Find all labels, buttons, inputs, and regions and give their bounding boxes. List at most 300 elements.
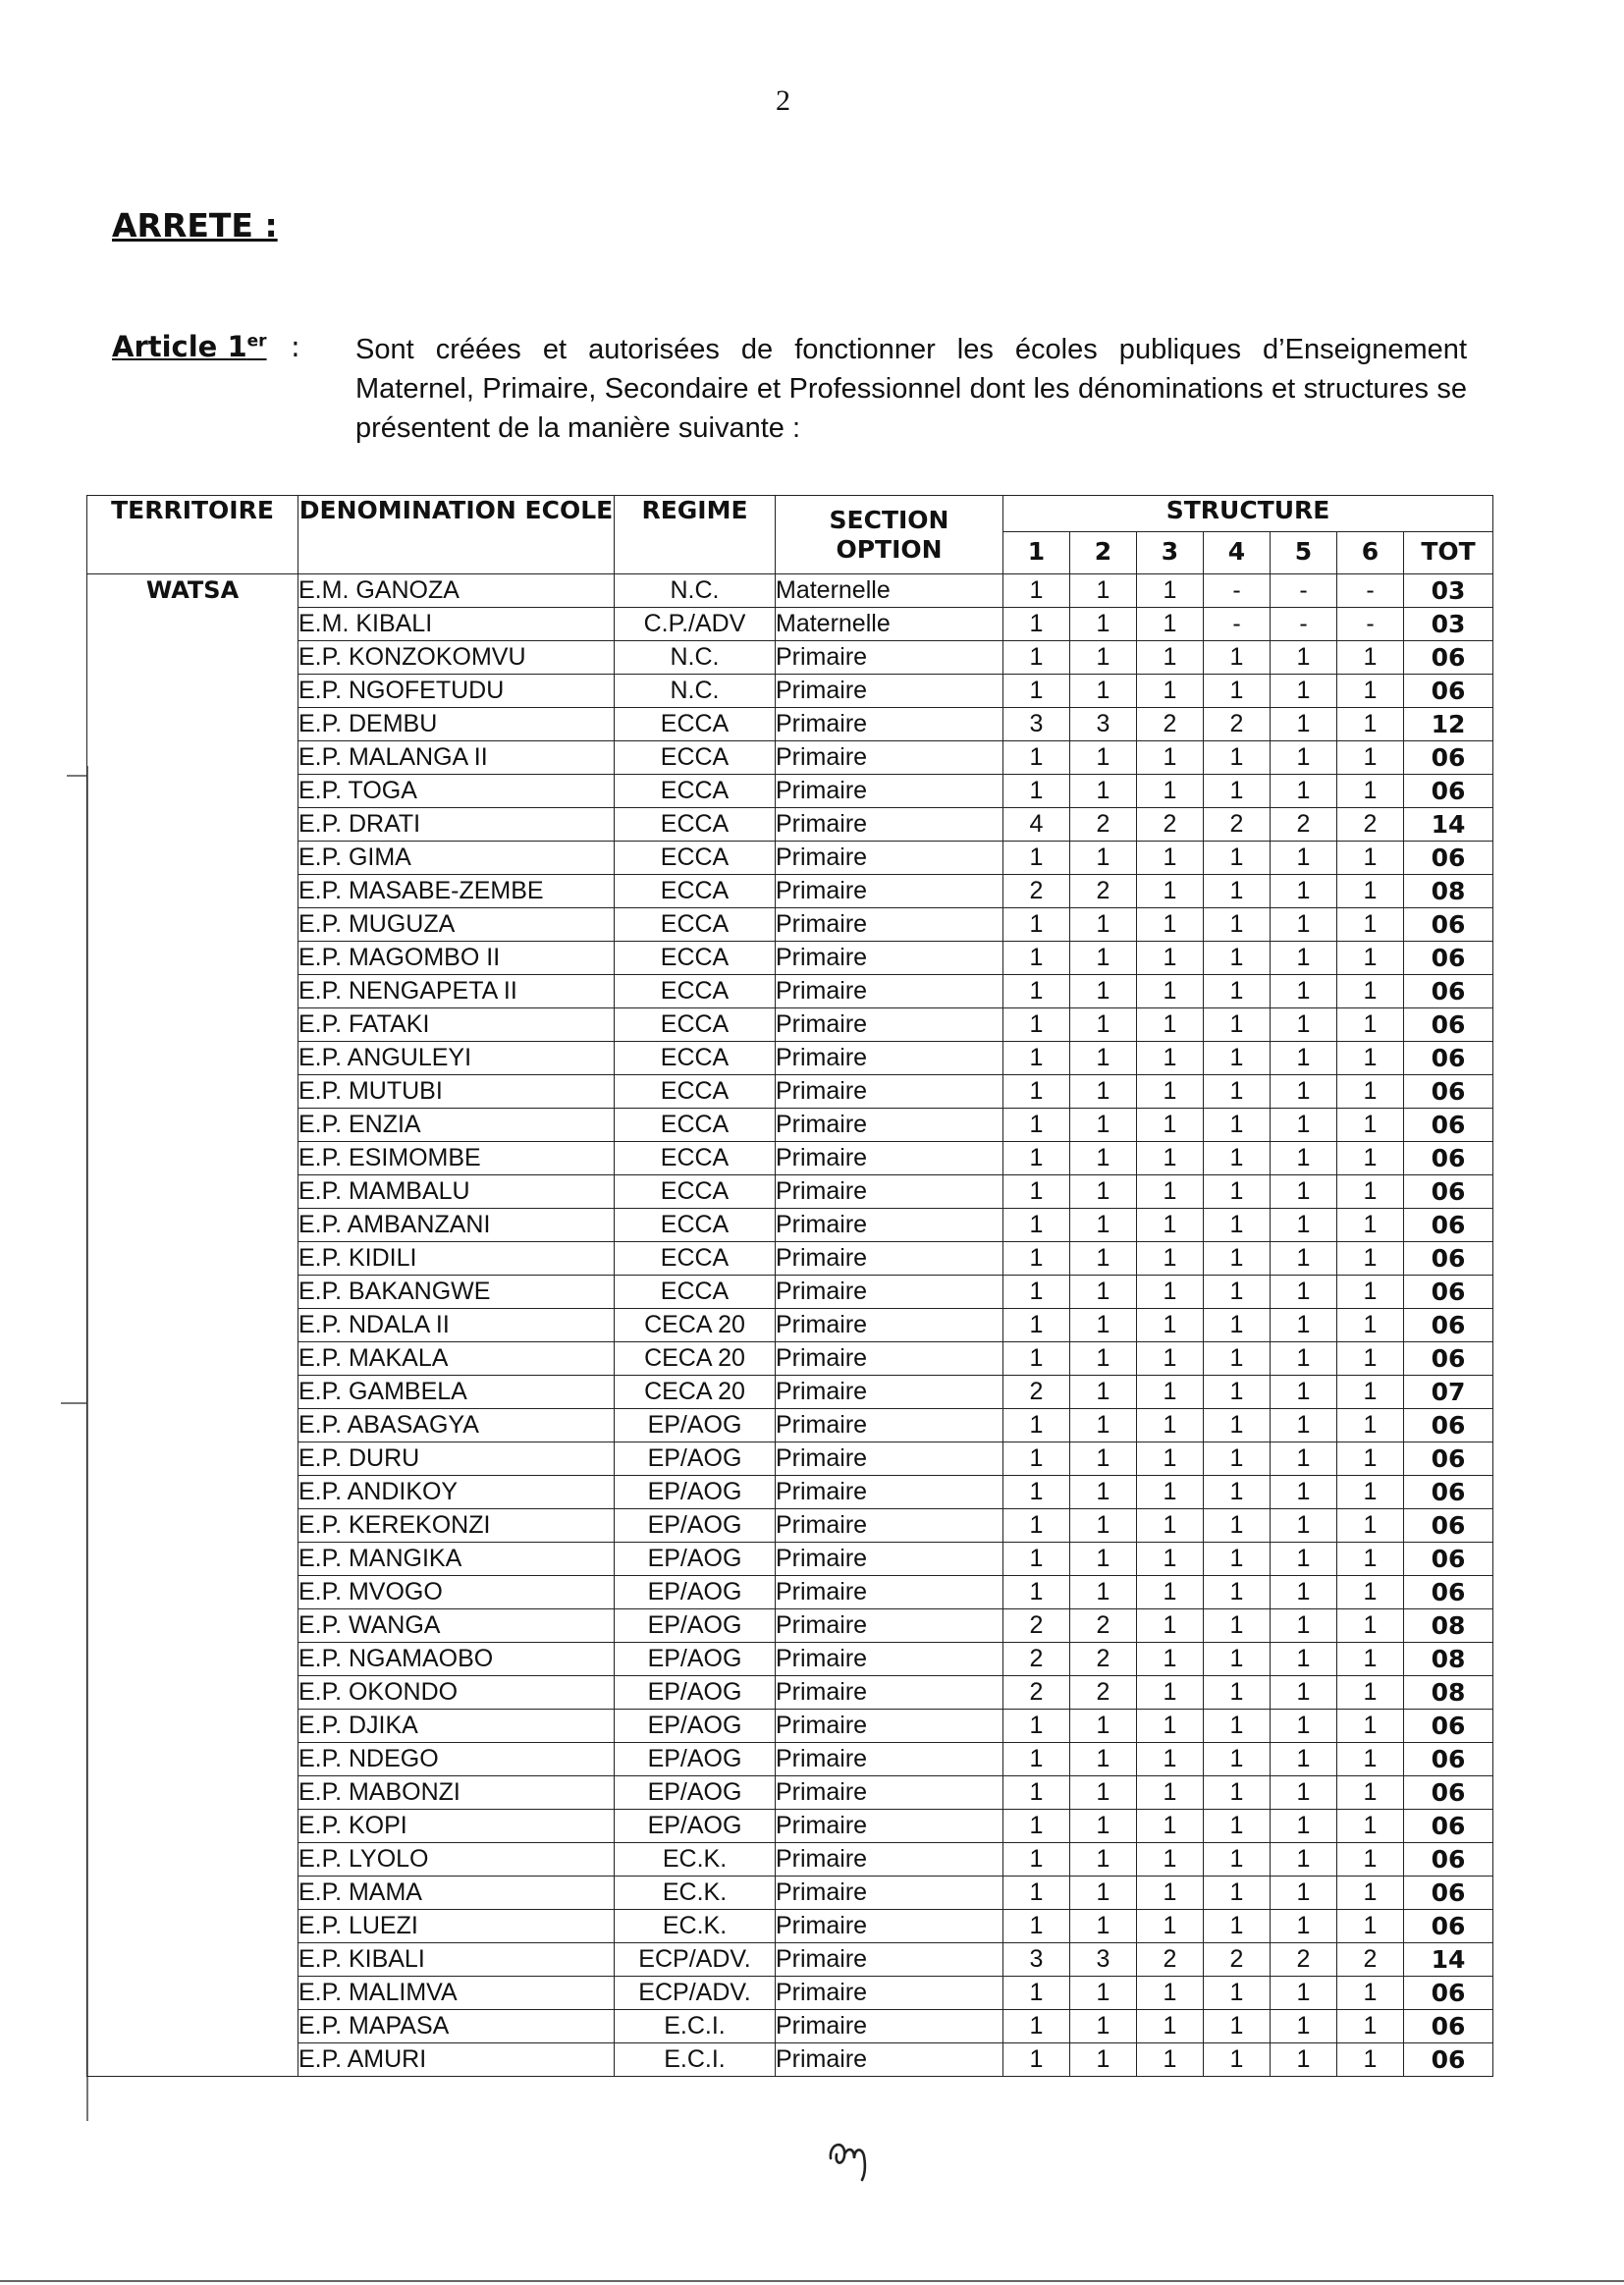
section-cell: Primaire <box>776 775 1003 808</box>
structure-cell-1: 1 <box>1003 1442 1070 1476</box>
structure-cell-4: 1 <box>1204 1676 1271 1710</box>
structure-cell-3: 1 <box>1137 1910 1204 1943</box>
structure-cell-6: 1 <box>1337 1543 1404 1576</box>
structure-cell-4: 1 <box>1204 1008 1271 1042</box>
structure-cell-1: 1 <box>1003 1242 1070 1276</box>
total-cell: 08 <box>1404 875 1493 908</box>
article-label-text: Article 1 <box>112 330 247 363</box>
section-cell: Primaire <box>776 2043 1003 2077</box>
total-cell: 06 <box>1404 641 1493 675</box>
structure-cell-6: 2 <box>1337 1943 1404 1977</box>
table-row <box>87 1476 1493 1509</box>
structure-cell-3: 1 <box>1137 1643 1204 1676</box>
structure-cell-2: 1 <box>1070 641 1137 675</box>
total-cell: 06 <box>1404 842 1493 875</box>
structure-cell-6: 1 <box>1337 842 1404 875</box>
structure-cell-2: 1 <box>1070 1476 1137 1509</box>
structure-cell-6: 1 <box>1337 1676 1404 1710</box>
article-label <box>112 330 267 363</box>
total-cell: 06 <box>1404 1209 1493 1242</box>
total-cell: 06 <box>1404 1509 1493 1543</box>
structure-cell-3: 1 <box>1137 1075 1204 1109</box>
regime-cell: ECCA <box>615 808 776 842</box>
table-row <box>87 1042 1493 1075</box>
structure-cell-5: 1 <box>1271 1142 1337 1175</box>
table-row <box>87 1008 1493 1042</box>
structure-cell-3: 1 <box>1137 1977 1204 2010</box>
structure-cell-3: 1 <box>1137 741 1204 775</box>
regime-cell: EP/AOG <box>615 1643 776 1676</box>
structure-cell-5: 1 <box>1271 842 1337 875</box>
table-row <box>87 1276 1493 1309</box>
structure-cell-2: 1 <box>1070 1710 1137 1743</box>
header-col-3: 3 <box>1137 532 1204 574</box>
regime-cell: EC.K. <box>615 1877 776 1910</box>
regime-cell: C.P./ADV <box>615 608 776 641</box>
table-row <box>87 1509 1493 1543</box>
total-cell: 06 <box>1404 1075 1493 1109</box>
structure-cell-6: 1 <box>1337 1877 1404 1910</box>
structure-cell-3: 1 <box>1137 842 1204 875</box>
structure-cell-5: 1 <box>1271 1977 1337 2010</box>
structure-cell-4: 1 <box>1204 1276 1271 1309</box>
section-cell: Primaire <box>776 1309 1003 1342</box>
structure-cell-4: 1 <box>1204 1843 1271 1877</box>
structure-cell-4: 1 <box>1204 1175 1271 1209</box>
structure-cell-5: 1 <box>1271 1576 1337 1609</box>
school-name-cell: E.P. MABONZI <box>298 1776 615 1810</box>
total-cell: 06 <box>1404 2010 1493 2043</box>
structure-cell-1: 1 <box>1003 1109 1070 1142</box>
school-name-cell: E.P. MANGIKA <box>298 1543 615 1576</box>
structure-cell-3: 1 <box>1137 1142 1204 1175</box>
structure-cell-1: 1 <box>1003 2043 1070 2077</box>
structure-cell-4: 1 <box>1204 2043 1271 2077</box>
structure-cell-5: 1 <box>1271 2043 1337 2077</box>
structure-cell-6: 1 <box>1337 1776 1404 1810</box>
structure-cell-2: 1 <box>1070 1175 1137 1209</box>
structure-cell-6: 1 <box>1337 708 1404 741</box>
structure-cell-6: 1 <box>1337 775 1404 808</box>
structure-cell-2: 1 <box>1070 1042 1137 1075</box>
section-cell: Primaire <box>776 1442 1003 1476</box>
school-name-cell: E.P. MALIMVA <box>298 1977 615 2010</box>
structure-cell-2: 2 <box>1070 808 1137 842</box>
signature-initials <box>825 2129 884 2182</box>
structure-cell-5: - <box>1271 608 1337 641</box>
school-name-cell: E.P. MUTUBI <box>298 1075 615 1109</box>
structure-cell-6: 1 <box>1337 1843 1404 1877</box>
structure-cell-6: 1 <box>1337 975 1404 1008</box>
structure-cell-4: 1 <box>1204 641 1271 675</box>
structure-cell-5: 1 <box>1271 1776 1337 1810</box>
structure-cell-3: 1 <box>1137 1543 1204 1576</box>
total-cell: 06 <box>1404 1877 1493 1910</box>
structure-cell-4: 1 <box>1204 1142 1271 1175</box>
structure-cell-2: 1 <box>1070 1810 1137 1843</box>
school-name-cell: E.P. NGAMAOBO <box>298 1643 615 1676</box>
regime-cell: CECA 20 <box>615 1342 776 1376</box>
school-name-cell: E.P. KEREKONZI <box>298 1509 615 1543</box>
structure-cell-2: 1 <box>1070 2010 1137 2043</box>
section-cell: Primaire <box>776 1710 1003 1743</box>
table-row <box>87 875 1493 908</box>
table-row <box>87 1175 1493 1209</box>
structure-cell-2: 1 <box>1070 574 1137 608</box>
header-col-2: 2 <box>1070 532 1137 574</box>
regime-cell: ECCA <box>615 708 776 741</box>
school-name-cell: E.P. KONZOKOMVU <box>298 641 615 675</box>
page-number: 2 <box>776 84 790 117</box>
table-row <box>87 975 1493 1008</box>
structure-cell-1: 3 <box>1003 1943 1070 1977</box>
structure-cell-4: - <box>1204 574 1271 608</box>
structure-cell-5: 1 <box>1271 775 1337 808</box>
total-cell: 06 <box>1404 1175 1493 1209</box>
structure-cell-4: 1 <box>1204 1509 1271 1543</box>
section-cell: Primaire <box>776 741 1003 775</box>
structure-cell-4: 1 <box>1204 1242 1271 1276</box>
table-row <box>87 1843 1493 1877</box>
structure-cell-3: 1 <box>1137 2043 1204 2077</box>
total-cell: 06 <box>1404 1543 1493 1576</box>
regime-cell: EC.K. <box>615 1843 776 1877</box>
structure-cell-2: 1 <box>1070 908 1137 942</box>
structure-cell-2: 1 <box>1070 675 1137 708</box>
section-cell: Maternelle <box>776 574 1003 608</box>
structure-cell-6: 1 <box>1337 675 1404 708</box>
regime-cell: EP/AOG <box>615 1810 776 1843</box>
regime-cell: ECCA <box>615 1075 776 1109</box>
structure-cell-2: 1 <box>1070 608 1137 641</box>
table-row <box>87 2010 1493 2043</box>
school-name-cell: E.P. KOPI <box>298 1810 615 1843</box>
table-row <box>87 1609 1493 1643</box>
structure-cell-6: 1 <box>1337 908 1404 942</box>
total-cell: 06 <box>1404 775 1493 808</box>
structure-cell-5: 1 <box>1271 1409 1337 1442</box>
school-name-cell: E.P. MAGOMBO II <box>298 942 615 975</box>
structure-cell-2: 1 <box>1070 1776 1137 1810</box>
total-cell: 06 <box>1404 1109 1493 1142</box>
structure-cell-2: 1 <box>1070 1109 1137 1142</box>
structure-cell-3: 1 <box>1137 1442 1204 1476</box>
table-row <box>87 2043 1493 2077</box>
structure-cell-5: 1 <box>1271 942 1337 975</box>
section-cell: Primaire <box>776 808 1003 842</box>
structure-cell-2: 1 <box>1070 2043 1137 2077</box>
total-cell: 06 <box>1404 1442 1493 1476</box>
school-name-cell: E.P. ABASAGYA <box>298 1409 615 1442</box>
structure-cell-2: 2 <box>1070 1676 1137 1710</box>
structure-cell-4: 1 <box>1204 1977 1271 2010</box>
structure-cell-2: 2 <box>1070 875 1137 908</box>
structure-cell-4: 1 <box>1204 1576 1271 1609</box>
school-name-cell: E.P. NDALA II <box>298 1309 615 1342</box>
structure-cell-5: 1 <box>1271 1710 1337 1743</box>
structure-cell-6: 1 <box>1337 1209 1404 1242</box>
structure-cell-2: 2 <box>1070 1609 1137 1643</box>
structure-cell-1: 1 <box>1003 641 1070 675</box>
section-cell: Primaire <box>776 1476 1003 1509</box>
table-row <box>87 1209 1493 1242</box>
structure-cell-4: 1 <box>1204 908 1271 942</box>
structure-cell-1: 1 <box>1003 1576 1070 1609</box>
structure-cell-3: 1 <box>1137 975 1204 1008</box>
header-structure: STRUCTURE <box>1003 496 1493 532</box>
structure-cell-3: 1 <box>1137 1810 1204 1843</box>
structure-cell-6: 1 <box>1337 1075 1404 1109</box>
structure-cell-5: 1 <box>1271 1376 1337 1409</box>
structure-cell-5: 1 <box>1271 641 1337 675</box>
structure-cell-1: 1 <box>1003 1776 1070 1810</box>
structure-cell-1: 1 <box>1003 1476 1070 1509</box>
regime-cell: ECCA <box>615 908 776 942</box>
structure-cell-6: 1 <box>1337 875 1404 908</box>
structure-cell-3: 1 <box>1137 574 1204 608</box>
school-name-cell: E.P. DRATI <box>298 808 615 842</box>
structure-cell-6: 1 <box>1337 1175 1404 1209</box>
section-cell: Primaire <box>776 708 1003 741</box>
total-cell: 06 <box>1404 1910 1493 1943</box>
structure-cell-1: 1 <box>1003 1042 1070 1075</box>
total-cell: 08 <box>1404 1609 1493 1643</box>
structure-cell-2: 1 <box>1070 1843 1137 1877</box>
school-name-cell: E.P. MALANGA II <box>298 741 615 775</box>
total-cell: 06 <box>1404 1743 1493 1776</box>
table-row <box>87 1776 1493 1810</box>
structure-cell-6: 1 <box>1337 942 1404 975</box>
total-cell: 06 <box>1404 1042 1493 1075</box>
section-cell: Primaire <box>776 1877 1003 1910</box>
structure-cell-5: 1 <box>1271 1643 1337 1676</box>
table-row <box>87 1075 1493 1109</box>
structure-cell-4: - <box>1204 608 1271 641</box>
table-body <box>87 574 1493 2077</box>
structure-cell-4: 2 <box>1204 708 1271 741</box>
structure-cell-5: 1 <box>1271 2010 1337 2043</box>
structure-cell-4: 1 <box>1204 1209 1271 1242</box>
regime-cell: ECCA <box>615 1008 776 1042</box>
regime-cell: ECCA <box>615 1109 776 1142</box>
structure-cell-3: 1 <box>1137 1776 1204 1810</box>
structure-cell-6: 1 <box>1337 1409 1404 1442</box>
structure-cell-2: 3 <box>1070 708 1137 741</box>
school-name-cell: E.P. LYOLO <box>298 1843 615 1877</box>
structure-cell-2: 1 <box>1070 1309 1137 1342</box>
structure-cell-6: 1 <box>1337 1342 1404 1376</box>
regime-cell: ECCA <box>615 741 776 775</box>
header-col-6: 6 <box>1337 532 1404 574</box>
structure-cell-5: 1 <box>1271 1309 1337 1342</box>
section-cell: Primaire <box>776 1676 1003 1710</box>
section-cell: Primaire <box>776 1977 1003 2010</box>
table-row <box>87 1576 1493 1609</box>
section-cell: Primaire <box>776 1376 1003 1409</box>
structure-cell-3: 1 <box>1137 908 1204 942</box>
margin-mark <box>61 1402 86 1404</box>
regime-cell: N.C. <box>615 574 776 608</box>
structure-cell-6: 1 <box>1337 1977 1404 2010</box>
school-name-cell: E.P. NGOFETUDU <box>298 675 615 708</box>
structure-cell-2: 1 <box>1070 1543 1137 1576</box>
header-denomination: DENOMINATION ECOLE <box>298 496 615 574</box>
structure-cell-6: 1 <box>1337 1643 1404 1676</box>
header-territoire: TERRITOIRE <box>87 496 298 574</box>
structure-cell-2: 1 <box>1070 1276 1137 1309</box>
school-name-cell: E.P. OKONDO <box>298 1676 615 1710</box>
page-heading: ARRETE : <box>112 206 278 245</box>
structure-cell-5: 1 <box>1271 1910 1337 1943</box>
table-row <box>87 574 1493 608</box>
table-row <box>87 1543 1493 1576</box>
structure-cell-3: 1 <box>1137 875 1204 908</box>
structure-cell-6: - <box>1337 574 1404 608</box>
structure-cell-1: 1 <box>1003 842 1070 875</box>
regime-cell: ECCA <box>615 975 776 1008</box>
structure-cell-2: 1 <box>1070 1008 1137 1042</box>
structure-cell-3: 1 <box>1137 1209 1204 1242</box>
structure-cell-6: 1 <box>1337 1042 1404 1075</box>
structure-cell-1: 1 <box>1003 975 1070 1008</box>
structure-cell-3: 1 <box>1137 1743 1204 1776</box>
structure-cell-3: 2 <box>1137 708 1204 741</box>
table-row <box>87 1743 1493 1776</box>
total-cell: 06 <box>1404 1276 1493 1309</box>
structure-cell-6: 1 <box>1337 1910 1404 1943</box>
regime-cell: ECP/ADV. <box>615 1977 776 2010</box>
structure-cell-2: 1 <box>1070 1877 1137 1910</box>
table-row <box>87 1376 1493 1409</box>
regime-cell: E.C.I. <box>615 2010 776 2043</box>
structure-cell-6: 1 <box>1337 1242 1404 1276</box>
structure-cell-4: 1 <box>1204 1309 1271 1342</box>
section-cell: Primaire <box>776 641 1003 675</box>
section-cell: Primaire <box>776 1142 1003 1175</box>
structure-cell-1: 1 <box>1003 1977 1070 2010</box>
school-name-cell: E.P. ANGULEYI <box>298 1042 615 1075</box>
header-col-tot: TOT <box>1404 532 1493 574</box>
section-cell: Primaire <box>776 875 1003 908</box>
structure-cell-5: 2 <box>1271 1943 1337 1977</box>
total-cell: 06 <box>1404 675 1493 708</box>
regime-cell: EP/AOG <box>615 1676 776 1710</box>
section-cell: Maternelle <box>776 608 1003 641</box>
structure-cell-5: 1 <box>1271 1810 1337 1843</box>
structure-cell-5: 1 <box>1271 908 1337 942</box>
total-cell: 06 <box>1404 1843 1493 1877</box>
regime-cell: EP/AOG <box>615 1476 776 1509</box>
structure-cell-5: 1 <box>1271 1509 1337 1543</box>
structure-cell-5: 2 <box>1271 808 1337 842</box>
table-row <box>87 1943 1493 1977</box>
structure-cell-5: 1 <box>1271 1209 1337 1242</box>
structure-cell-1: 1 <box>1003 675 1070 708</box>
structure-cell-3: 1 <box>1137 775 1204 808</box>
structure-cell-6: 1 <box>1337 1710 1404 1743</box>
school-name-cell: E.P. GIMA <box>298 842 615 875</box>
structure-cell-2: 3 <box>1070 1943 1137 1977</box>
header-col-1: 1 <box>1003 532 1070 574</box>
table-row <box>87 1877 1493 1910</box>
article-text: Sont créées et autorisées de fonctionner les écoles publiques d’Enseignement Maternel, Primaire, Secondaire et Professionnel dont les dénominations et structures se présentent de la manière suivante : <box>355 334 1467 444</box>
regime-cell: ECCA <box>615 875 776 908</box>
school-name-cell: E.P. DURU <box>298 1442 615 1476</box>
regime-cell: ECCA <box>615 1042 776 1075</box>
total-cell: 06 <box>1404 1309 1493 1342</box>
regime-cell: ECCA <box>615 1276 776 1309</box>
structure-cell-6: 1 <box>1337 2043 1404 2077</box>
structure-cell-6: 1 <box>1337 1309 1404 1342</box>
school-name-cell: E.P. MVOGO <box>298 1576 615 1609</box>
structure-cell-4: 1 <box>1204 1710 1271 1743</box>
structure-cell-6: 1 <box>1337 1509 1404 1543</box>
structure-cell-1: 2 <box>1003 1609 1070 1643</box>
table-row <box>87 1676 1493 1710</box>
regime-cell: ECCA <box>615 842 776 875</box>
school-name-cell: E.M. GANOZA <box>298 574 615 608</box>
section-cell: Primaire <box>776 842 1003 875</box>
header-regime: REGIME <box>615 496 776 574</box>
structure-cell-4: 1 <box>1204 1409 1271 1442</box>
structure-cell-5: 1 <box>1271 1476 1337 1509</box>
structure-cell-2: 1 <box>1070 842 1137 875</box>
structure-cell-3: 1 <box>1137 675 1204 708</box>
table-row <box>87 1309 1493 1342</box>
table-row <box>87 608 1493 641</box>
total-cell: 14 <box>1404 1943 1493 1977</box>
school-name-cell: E.P. LUEZI <box>298 1910 615 1943</box>
total-cell: 06 <box>1404 1710 1493 1743</box>
structure-cell-6: 1 <box>1337 1142 1404 1175</box>
regime-cell: ECCA <box>615 1242 776 1276</box>
section-cell: Primaire <box>776 1109 1003 1142</box>
structure-cell-1: 1 <box>1003 1843 1070 1877</box>
structure-cell-4: 1 <box>1204 1609 1271 1643</box>
structure-cell-1: 1 <box>1003 1309 1070 1342</box>
regime-cell: E.C.I. <box>615 2043 776 2077</box>
structure-cell-5: 1 <box>1271 1008 1337 1042</box>
structure-cell-3: 1 <box>1137 1376 1204 1409</box>
regime-cell: EP/AOG <box>615 1609 776 1643</box>
regime-cell: ECCA <box>615 1142 776 1175</box>
section-cell: Primaire <box>776 1743 1003 1776</box>
school-name-cell: E.P. MAPASA <box>298 2010 615 2043</box>
total-cell: 06 <box>1404 1977 1493 2010</box>
table-row <box>87 1442 1493 1476</box>
structure-cell-4: 1 <box>1204 1042 1271 1075</box>
table-row <box>87 641 1493 675</box>
school-name-cell: E.P. MUGUZA <box>298 908 615 942</box>
structure-cell-3: 1 <box>1137 1509 1204 1543</box>
table-row <box>87 1409 1493 1442</box>
structure-cell-3: 1 <box>1137 1409 1204 1442</box>
total-cell: 06 <box>1404 1242 1493 1276</box>
structure-cell-5: 1 <box>1271 1442 1337 1476</box>
structure-cell-4: 2 <box>1204 1943 1271 1977</box>
section-cell: Primaire <box>776 1543 1003 1576</box>
total-cell: 06 <box>1404 2043 1493 2077</box>
table-row <box>87 1242 1493 1276</box>
structure-cell-4: 1 <box>1204 1075 1271 1109</box>
regime-cell: ECCA <box>615 1209 776 1242</box>
section-cell: Primaire <box>776 1609 1003 1643</box>
structure-cell-2: 2 <box>1070 1643 1137 1676</box>
section-cell: Primaire <box>776 1509 1003 1543</box>
structure-cell-3: 1 <box>1137 1276 1204 1309</box>
structure-cell-2: 1 <box>1070 1376 1137 1409</box>
structure-cell-5: 1 <box>1271 741 1337 775</box>
